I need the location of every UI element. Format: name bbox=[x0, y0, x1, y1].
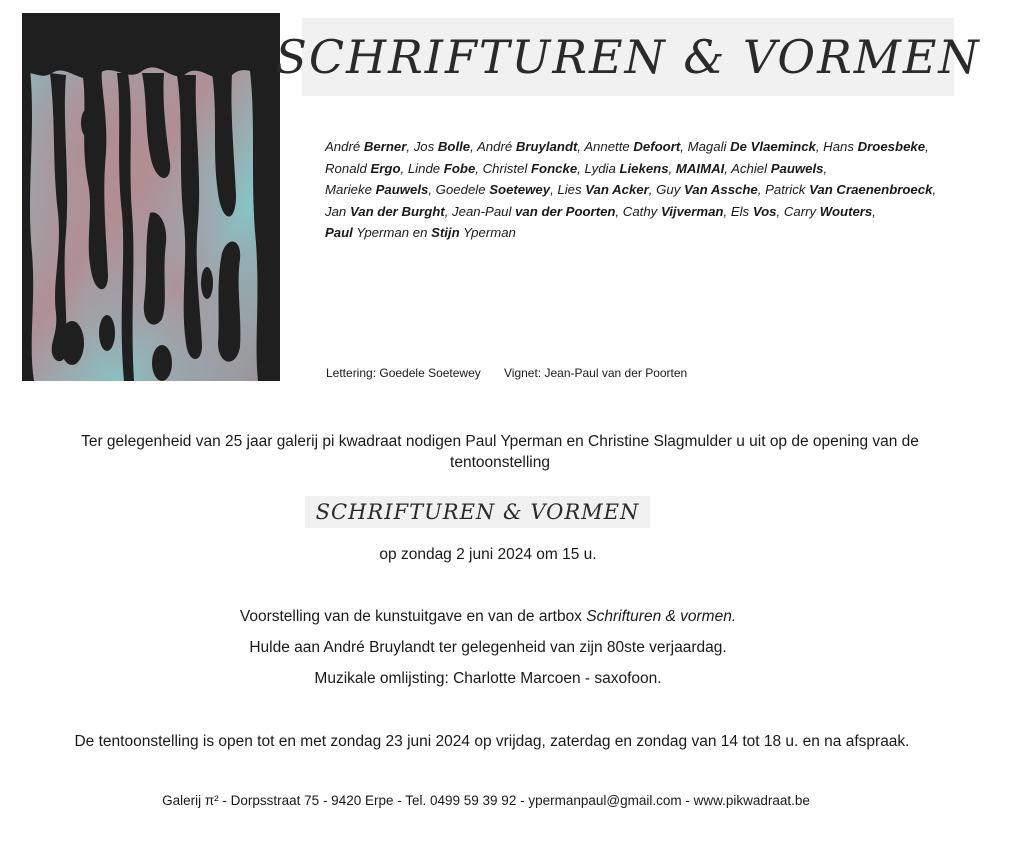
artist-given-name: Ronald bbox=[325, 160, 371, 176]
exhibition-title: SCHRIFTUREN & VORMEN bbox=[315, 500, 640, 524]
program-line-tribute: Hulde aan André Bruylandt ter gelegenheid van zijn 80ste verjaardag. bbox=[249, 639, 727, 656]
opening-hours: De tentoonstelling is open tot en met zondag 23 juni 2024 op vrijdag, zaterdag en zondag van 14 tot 18 u. en na afspraak. bbox=[74, 733, 910, 750]
artist-given-name: , bbox=[925, 139, 929, 154]
artist-surname: Van Acker bbox=[585, 182, 649, 197]
artist-given-name: , Jos bbox=[406, 139, 438, 154]
artist-surname: Berner bbox=[363, 139, 407, 154]
artist-given-name: , Carry bbox=[776, 203, 820, 219]
program-line-music: Muzikale omlijsting: Charlotte Marcoen - saxofoon. bbox=[314, 670, 662, 687]
artist-given-name: , Lies bbox=[550, 182, 586, 197]
artist-surname: Foncke bbox=[531, 160, 578, 176]
artist-given-name: André bbox=[325, 139, 364, 154]
artist-surname: Ergo bbox=[370, 160, 401, 176]
artist-given-name: , bbox=[823, 160, 828, 176]
artist-given-name: , Hans bbox=[815, 139, 858, 154]
artist-given-name: , Els bbox=[723, 203, 753, 219]
exhibition-title-banner bbox=[305, 496, 650, 528]
artist-given-name: Yperman en bbox=[352, 225, 432, 240]
artist-surname: van der Poorten bbox=[515, 203, 616, 219]
artist-given-name: , Patrick bbox=[757, 182, 810, 197]
artist-surname: MAIMAI bbox=[675, 160, 725, 176]
artist-given-name: , Achiel bbox=[724, 160, 771, 176]
artist-given-name: , Magali bbox=[680, 139, 731, 154]
artists-line bbox=[325, 222, 965, 244]
artist-given-name: , Jean-Paul bbox=[444, 203, 516, 219]
opening-date: op zondag 2 juni 2024 om 15 u. bbox=[379, 546, 597, 563]
artist-given-name: , Goedele bbox=[428, 182, 490, 197]
artist-surname: Liekens bbox=[619, 160, 669, 176]
artist-surname: Bolle bbox=[437, 139, 471, 154]
artist-surname: Droesbeke bbox=[857, 139, 926, 154]
footer-contact: Galerij π² - Dorpsstraat 75 - 9420 Erpe - Tel. 0499 59 39 92 - ypermanpaul@gmail.com - www.pikwadraat.be bbox=[162, 793, 810, 808]
page-title: SCHRIFTUREN & VORMEN bbox=[275, 30, 981, 84]
program-line-presentation-text: Voorstelling van de kunstuitgave en van de artbox bbox=[239, 608, 587, 625]
artist-given-name: Jan bbox=[325, 203, 350, 219]
artist-given-name: , Lydia bbox=[577, 160, 620, 176]
invitation-text: Ter gelegenheid van 25 jaar galerij pi kwadraat nodigen Paul Yperman en Christine Slagmulder u uit op de opening van de tentoonstelling bbox=[81, 433, 919, 471]
artist-given-name: Marieke bbox=[325, 182, 376, 197]
artist-surname: Van Assche bbox=[683, 182, 758, 197]
artist-surname: Pauwels bbox=[375, 182, 429, 197]
artist-surname: Defoort bbox=[633, 139, 681, 154]
artist-surname: Vos bbox=[752, 203, 777, 219]
artist-surname: Pauwels bbox=[770, 160, 824, 176]
artwork-vignet bbox=[22, 13, 280, 381]
artist-surname: Bruylandt bbox=[515, 139, 578, 154]
artists-line bbox=[325, 136, 965, 158]
artist-surname: Fobe bbox=[443, 160, 476, 176]
artist-given-name: , Cathy bbox=[615, 203, 661, 219]
artist-surname: Soetewey bbox=[489, 182, 551, 197]
artist-given-name: Yperman bbox=[459, 225, 516, 240]
artist-surname: Paul bbox=[325, 225, 353, 240]
artwork-illustration bbox=[22, 13, 280, 381]
artist-given-name: , Christel bbox=[475, 160, 531, 176]
artist-given-name: , bbox=[872, 203, 876, 219]
credit-vignet: Vignet: Jean-Paul van der Poorten bbox=[504, 366, 688, 380]
artist-surname: Vijverman bbox=[660, 203, 724, 219]
credit-lettering: Lettering: Goedele Soetewey bbox=[326, 366, 481, 380]
artist-given-name: , André bbox=[470, 139, 516, 154]
artists-list bbox=[325, 136, 965, 244]
artists-line bbox=[325, 201, 965, 223]
program-line-presentation bbox=[0, 608, 988, 626]
artist-surname: De Vlaeminck bbox=[730, 139, 816, 154]
artists-line bbox=[325, 179, 965, 201]
artist-given-name: , bbox=[932, 182, 937, 197]
artist-given-name: , Guy bbox=[648, 182, 684, 197]
artist-given-name: , bbox=[668, 160, 676, 176]
artist-given-name: , Linde bbox=[400, 160, 444, 176]
program-artbox-title: Schrifturen & vormen. bbox=[586, 608, 737, 625]
artist-given-name: , Annette bbox=[577, 139, 634, 154]
artists-line bbox=[325, 158, 965, 180]
title-banner bbox=[275, 18, 981, 96]
artist-surname: Van der Burght bbox=[349, 203, 445, 219]
artist-surname: Wouters bbox=[819, 203, 873, 219]
artist-surname: Van Craenenbroeck bbox=[809, 182, 933, 197]
artist-surname: Stijn bbox=[431, 225, 460, 240]
